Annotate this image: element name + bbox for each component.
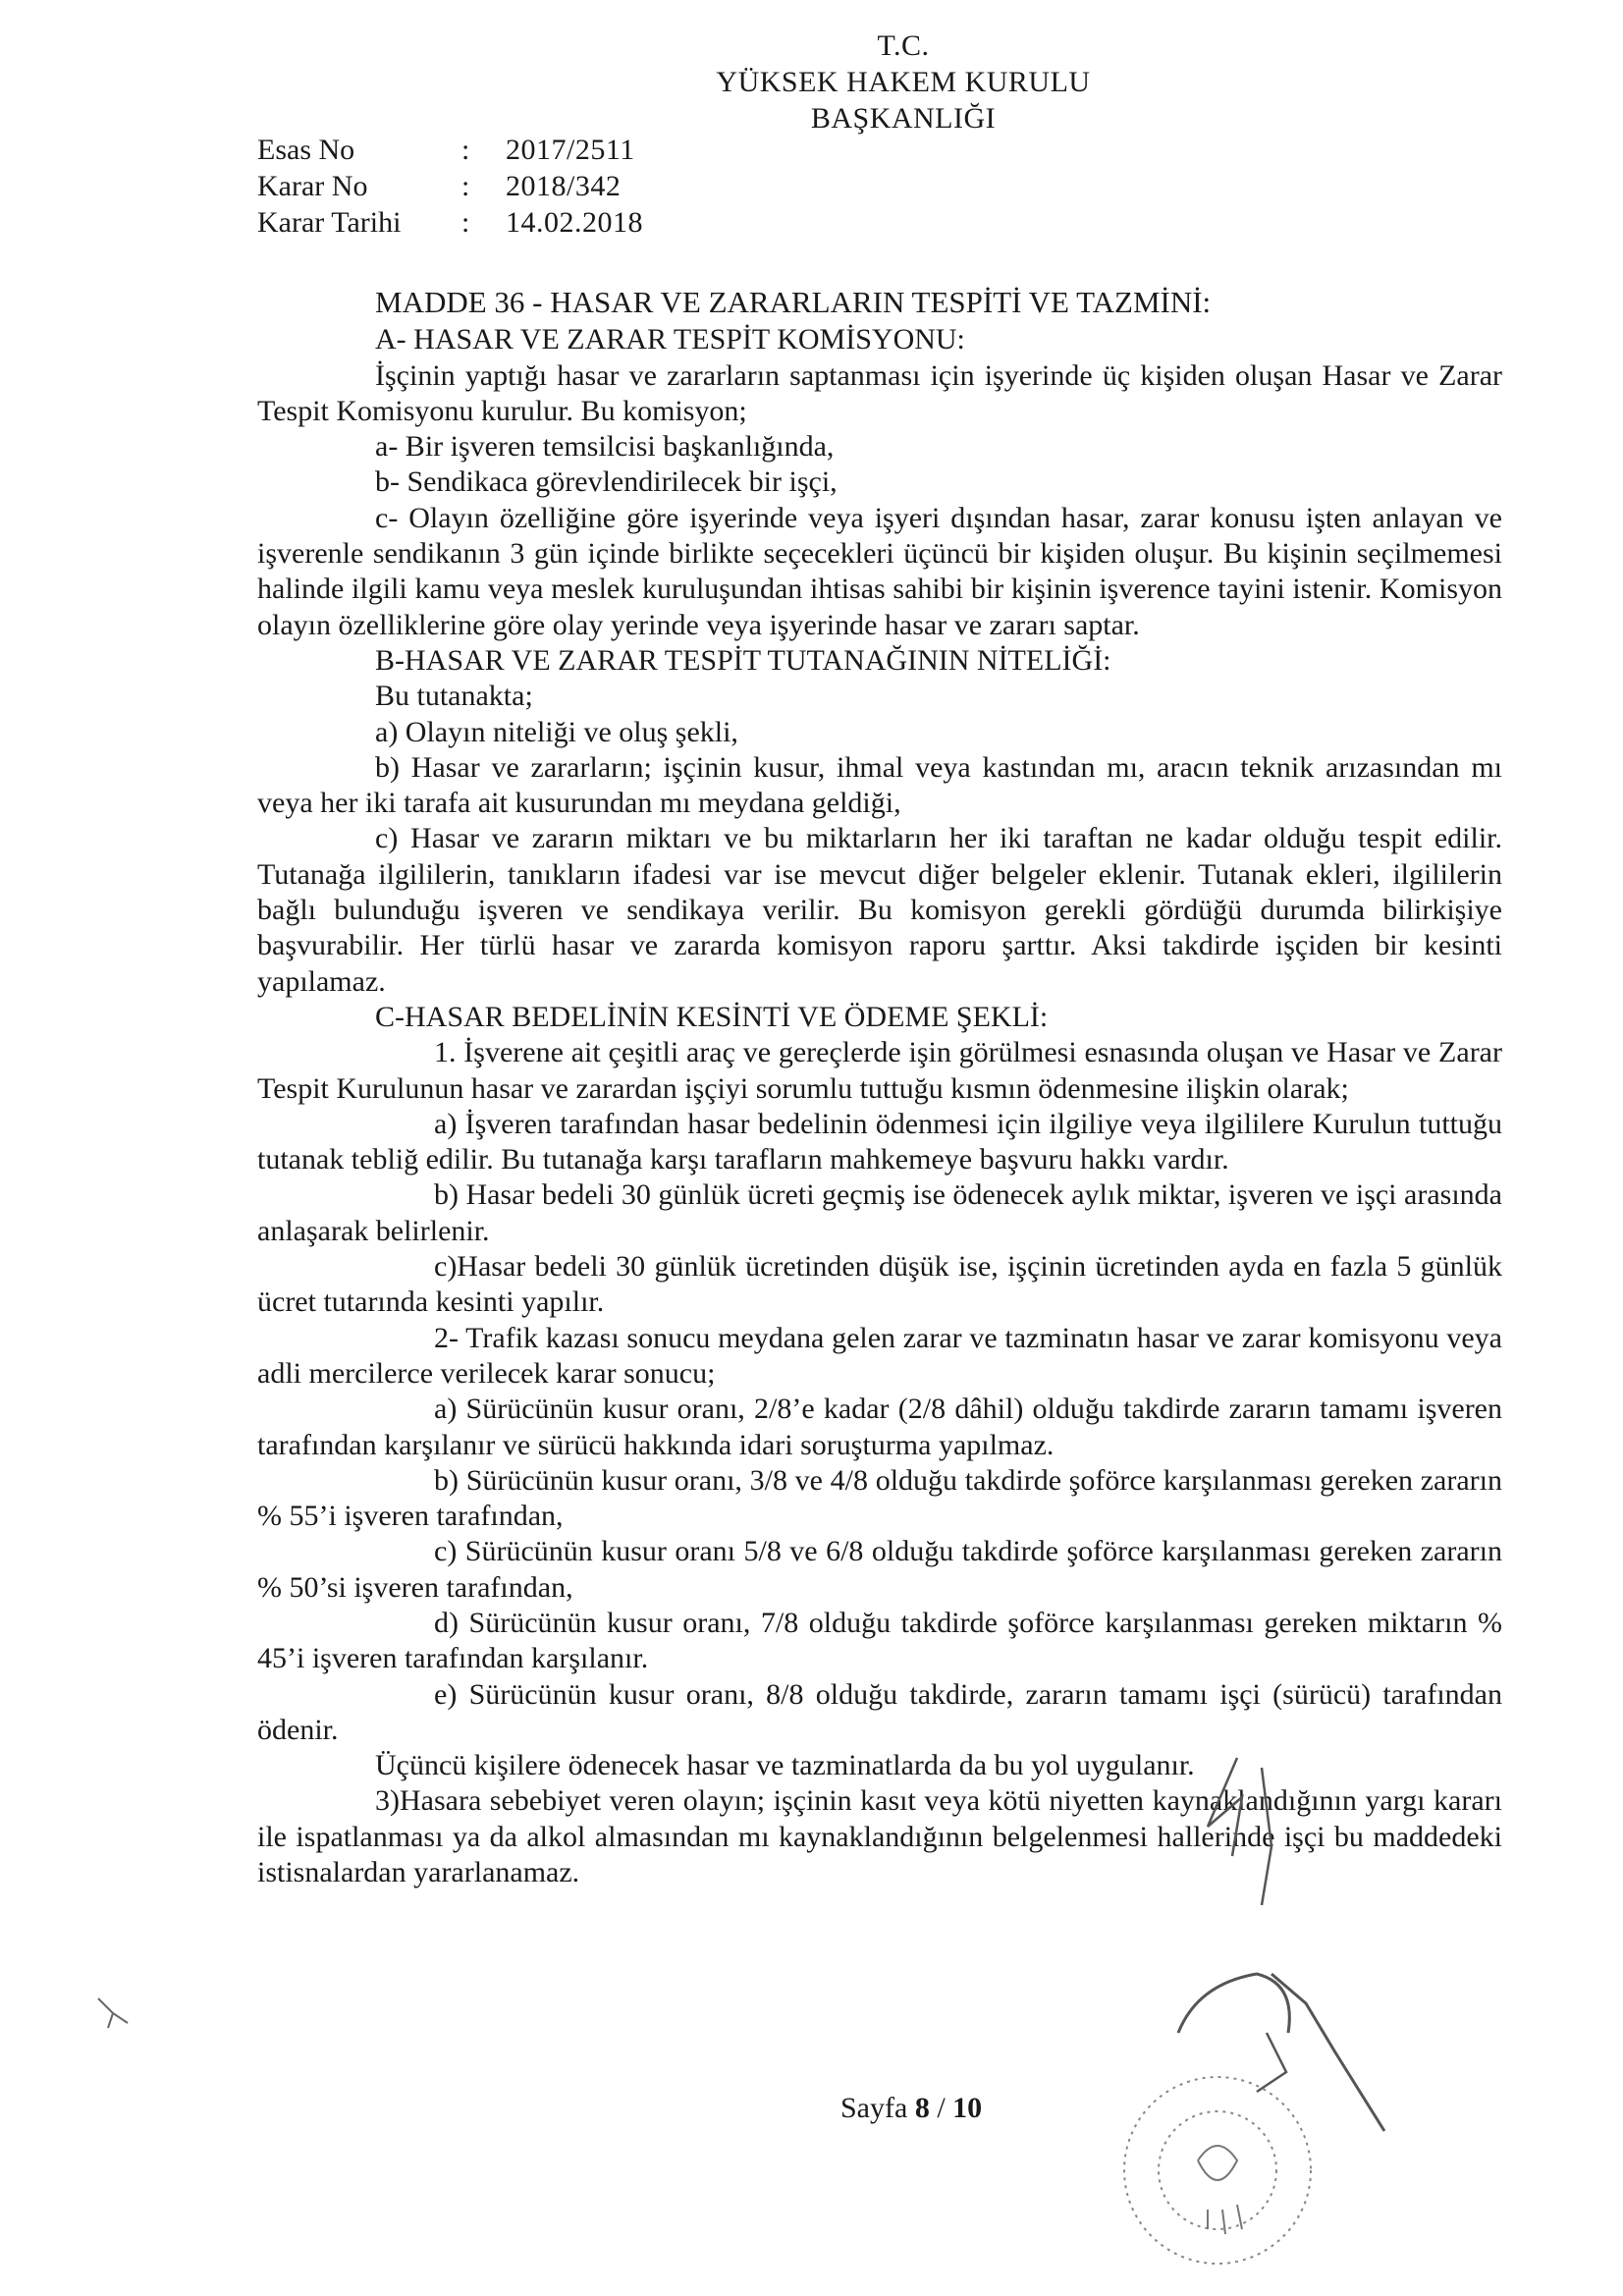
- page-prefix: Sayfa: [840, 2092, 908, 2124]
- meta-tarih-row: [257, 204, 643, 241]
- karar-label: Karar No: [257, 170, 368, 202]
- meta-colon: :: [461, 170, 470, 202]
- section-c2-item-d: d) Sürücünün kusur oranı, 7/8 olduğu takdirde şoförce karşılanması gereken miktarın % 45’i işveren tarafından karşılanır.: [257, 1606, 1502, 1675]
- section-a-item-a: a- Bir işveren temsilcisi başkanlığında,: [375, 430, 835, 464]
- karar-value: 2018/342: [506, 170, 622, 202]
- section-b-intro: Bu tutanakta;: [375, 680, 533, 713]
- margin-mark-icon: [93, 1994, 133, 2033]
- case-meta: [257, 132, 643, 241]
- section-b-item-c: c) Hasar ve zararın miktarı ve bu miktarların her iki taraftan ne kadar olduğu tespit edilir. Tutanağa ilgililerin, tanıkların ifadesi var ise mevcut diğer belgeler eklenir. Tutanak ekleri, ilgililerin bağlı bulunduğu işveren ve sendikaya verilir. Bu komisyon gerekli gördüğü durumda bilirkişiye başvurabilir. Her türlü hasar ve zararda komisyon raporu şarttır. Aksi takdirde işçiden bir kesinti yapılamaz.: [257, 822, 1502, 998]
- section-a-item-c: c- Olayın özelliğine göre işyerinde veya işyeri dışından hasar, zarar konusu işten anlayan ve işverenle sendikanın 3 gün içinde birlikte seçecekleri üçüncü bir kişiden oluşur. Bu kişinin seçilmemesi halinde ilgili kamu veya meslek kuruluşundan ihtisas sahibi bir kişinin işverence tayini istenir. Komisyon olayın özelliklerine göre olay yerinde veya işyerinde hasar ve zararı saptar.: [257, 501, 1502, 641]
- seal-signature-icon: [1060, 1738, 1473, 2288]
- esas-value: 2017/2511: [506, 134, 635, 166]
- tarih-value: 14.02.2018: [506, 206, 643, 239]
- section-c1-intro: 1. İşverene ait çeşitli araç ve gereçlerde işin görülmesi esnasında oluşan ve Hasar ve Zarar Tespit Kurulunun hasar ve zarardan işçiyi sorumlu tuttuğu kısmın ödenmesine ilişkin olarak;: [257, 1036, 1502, 1105]
- document-header: [589, 27, 1217, 137]
- meta-karar-row: [257, 168, 643, 204]
- header-institution: YÜKSEK HAKEM KURULU: [716, 66, 1091, 98]
- header-tc: T.C.: [877, 29, 930, 62]
- esas-label: Esas No: [257, 134, 355, 166]
- meta-colon: :: [461, 134, 470, 166]
- section-a-intro: İşçinin yaptığı hasar ve zararların saptanması için işyerinde üç kişiden oluşan Hasar ve Zarar Tespit Komisyonu kurulur. Bu komisyon;: [257, 358, 1502, 427]
- section-c1-item-a: a) İşveren tarafından hasar bedelinin ödenmesi için ilgiliye veya ilgililere Kurulun tuttuğu tutanak tebliğ edilir. Bu tutanağa karşı tarafların mahkemeye başvuru hakkı vardır.: [257, 1107, 1502, 1176]
- section-c1-item-b: b) Hasar bedeli 30 günlük ücreti geçmiş ise ödenecek aylık miktar, işveren ve işçi arasında anlaşarak belirlenir.: [257, 1178, 1502, 1247]
- section-b-heading: B-HASAR VE ZARAR TESPİT TUTANAĞININ NİTELİĞİ:: [375, 643, 1111, 677]
- section-c2-third-parties: Üçüncü kişilere ödenecek hasar ve tazminatlarda da bu yol uygulanır.: [375, 1749, 1195, 1782]
- section-c-heading: C-HASAR BEDELİNİN KESİNTİ VE ÖDEME ŞEKLİ:: [375, 1000, 1049, 1033]
- header-department: BAŞKANLIĞI: [810, 102, 997, 135]
- page-current: 8: [914, 2092, 930, 2124]
- section-c1-item-c: c)Hasar bedeli 30 günlük ücretinden düşük ise, işçinin ücretinden ayda en fazla 5 günlük ücret tutarında kesinti yapılır.: [257, 1250, 1502, 1319]
- section-a-item-b: b- Sendikaca görevlendirilecek bir işçi,: [375, 465, 838, 499]
- article-body: [257, 285, 1502, 1890]
- section-c2-item-a: a) Sürücünün kusur oranı, 2/8’e kadar (2/8 dâhil) olduğu takdirde zararın tamamı işveren tarafından karşılanır ve sürücü hakkında idari soruşturma yapılmaz.: [257, 1393, 1502, 1461]
- section-c2-item-b: b) Sürücünün kusur oranı, 3/8 ve 4/8 olduğu takdirde şoförce karşılanması gereken zararın % 55’i işveren tarafından,: [257, 1463, 1502, 1533]
- section-b-item-a: a) Olayın niteliği ve oluş şekli,: [375, 715, 738, 748]
- page-total: 10: [952, 2092, 983, 2124]
- section-c2-intro: 2- Trafik kazası sonucu meydana gelen zarar ve tazminatın hasar ve zarar komisyonu veya adli mercilerce verilecek karar sonucu;: [257, 1321, 1502, 1390]
- section-c2-item-c: c) Sürücünün kusur oranı 5/8 ve 6/8 olduğu takdirde şoförce karşılanması gereken zararın % 50’si işveren tarafından,: [257, 1535, 1502, 1604]
- page-number: [840, 2092, 982, 2125]
- article-title: MADDE 36 - HASAR VE ZARARLARIN TESPİTİ VE TAZMİNİ:: [375, 285, 1212, 319]
- tarih-label: Karar Tarihi: [257, 206, 402, 239]
- section-b-item-b: b) Hasar ve zararların; işçinin kusur, ihmal veya kastından mı, aracın teknik arızasından mı veya her iki tarafa ait kusurundan mı meydana geldiği,: [257, 750, 1502, 820]
- meta-colon: :: [461, 206, 470, 239]
- section-c2-item-e: e) Sürücünün kusur oranı, 8/8 olduğu takdirde, zararın tamamı işçi (sürücü) tarafından ödenir.: [257, 1677, 1502, 1746]
- meta-esas-row: [257, 132, 643, 168]
- section-a-heading: A- HASAR VE ZARAR TESPİT KOMİSYONU:: [375, 323, 965, 356]
- page-separator: /: [937, 2092, 946, 2124]
- section-c3: 3)Hasara sebebiyet veren olayın; işçinin kasıt veya kötü niyetten kaynaklandığının yargı kararı ile ispatlanması ya da alkol almasından mı kaynaklandığının belgelenmesi hallerinde işçi bu maddedeki istisnalardan yararlanamaz.: [257, 1784, 1502, 1889]
